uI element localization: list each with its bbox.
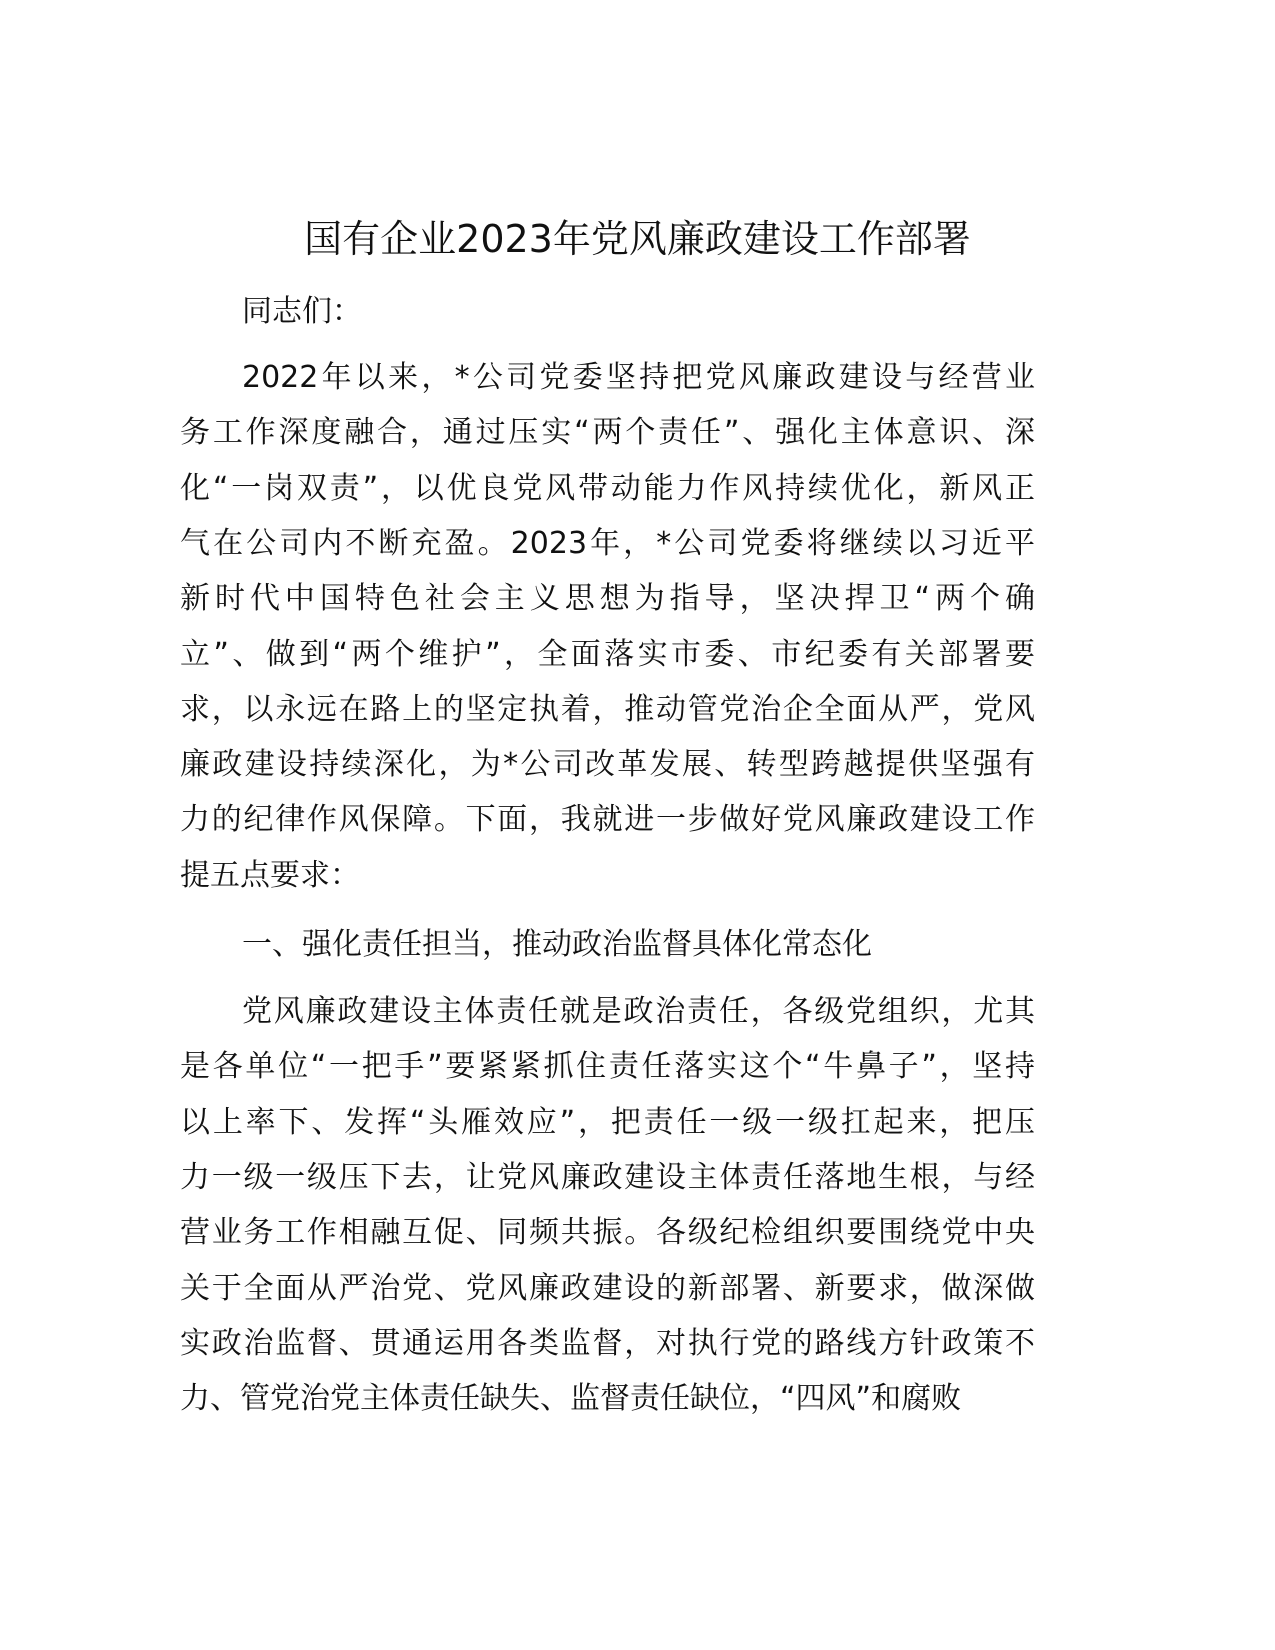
- text-line: 以上率下、发挥“头雁效应”，把责任一级一级扛起来，把压: [180, 1104, 1035, 1140]
- text-line: 化“一岗双责”，以优良党风带动能力作风持续优化，新风正: [180, 470, 1035, 506]
- text-line: 求，以永远在路上的坚定执着，推动管党治企全面从严，党风: [180, 691, 1035, 727]
- text-line: 立”、做到“两个维护”，全面落实市委、市纪委有关部署要: [180, 636, 1035, 672]
- text-line: 营业务工作相融互促、同频共振。各级纪检组织要围绕党中央: [180, 1215, 1035, 1251]
- text-line: 实政治监督、贯通运用各类监督，对执行党的路线方针政策不: [180, 1325, 1035, 1361]
- text-line: 新时代中国特色社会主义思想为指导，坚决捍卫“两个确: [180, 581, 1035, 617]
- text-line: 提五点要求：: [180, 857, 360, 893]
- text-line: 是各单位“一把手”要紧紧抓住责任落实这个“牛鼻子”，坚持: [180, 1049, 1035, 1085]
- text-line: 2022年以来，*公司党委坚持把党风廉政建设与经营业: [242, 360, 1035, 395]
- text-line: 气在公司内不断充盈。2023年，*公司党委将继续以习近平: [180, 525, 1035, 561]
- text-line: 力一级一级压下去，让党风廉政建设主体责任落地生根，与经: [180, 1159, 1035, 1195]
- text-line: 力的纪律作风保障。下面，我就进一步做好党风廉政建设工作: [180, 802, 1035, 838]
- salutation: 同志们：: [242, 294, 362, 329]
- text-line: 务工作深度融合，通过压实“两个责任”、强化主体意识、深: [180, 415, 1035, 451]
- text-line: 党风廉政建设主体责任就是政治责任，各级党组织，尤其: [242, 994, 1035, 1029]
- text-line: 力、管党治党主体责任缺失、监督责任缺位，“四风”和腐败: [180, 1381, 962, 1417]
- document-title: 国有企业2023年党风廉政建设工作部署: [304, 217, 971, 261]
- text-line: 关于全面从严治党、党风廉政建设的新部署、新要求，做深做: [180, 1270, 1035, 1306]
- section-heading-1: 一、强化责任担当，推动政治监督具体化常态化: [242, 927, 872, 962]
- text-line: 廉政建设持续深化，为*公司改革发展、转型跨越提供坚强有: [180, 747, 1035, 783]
